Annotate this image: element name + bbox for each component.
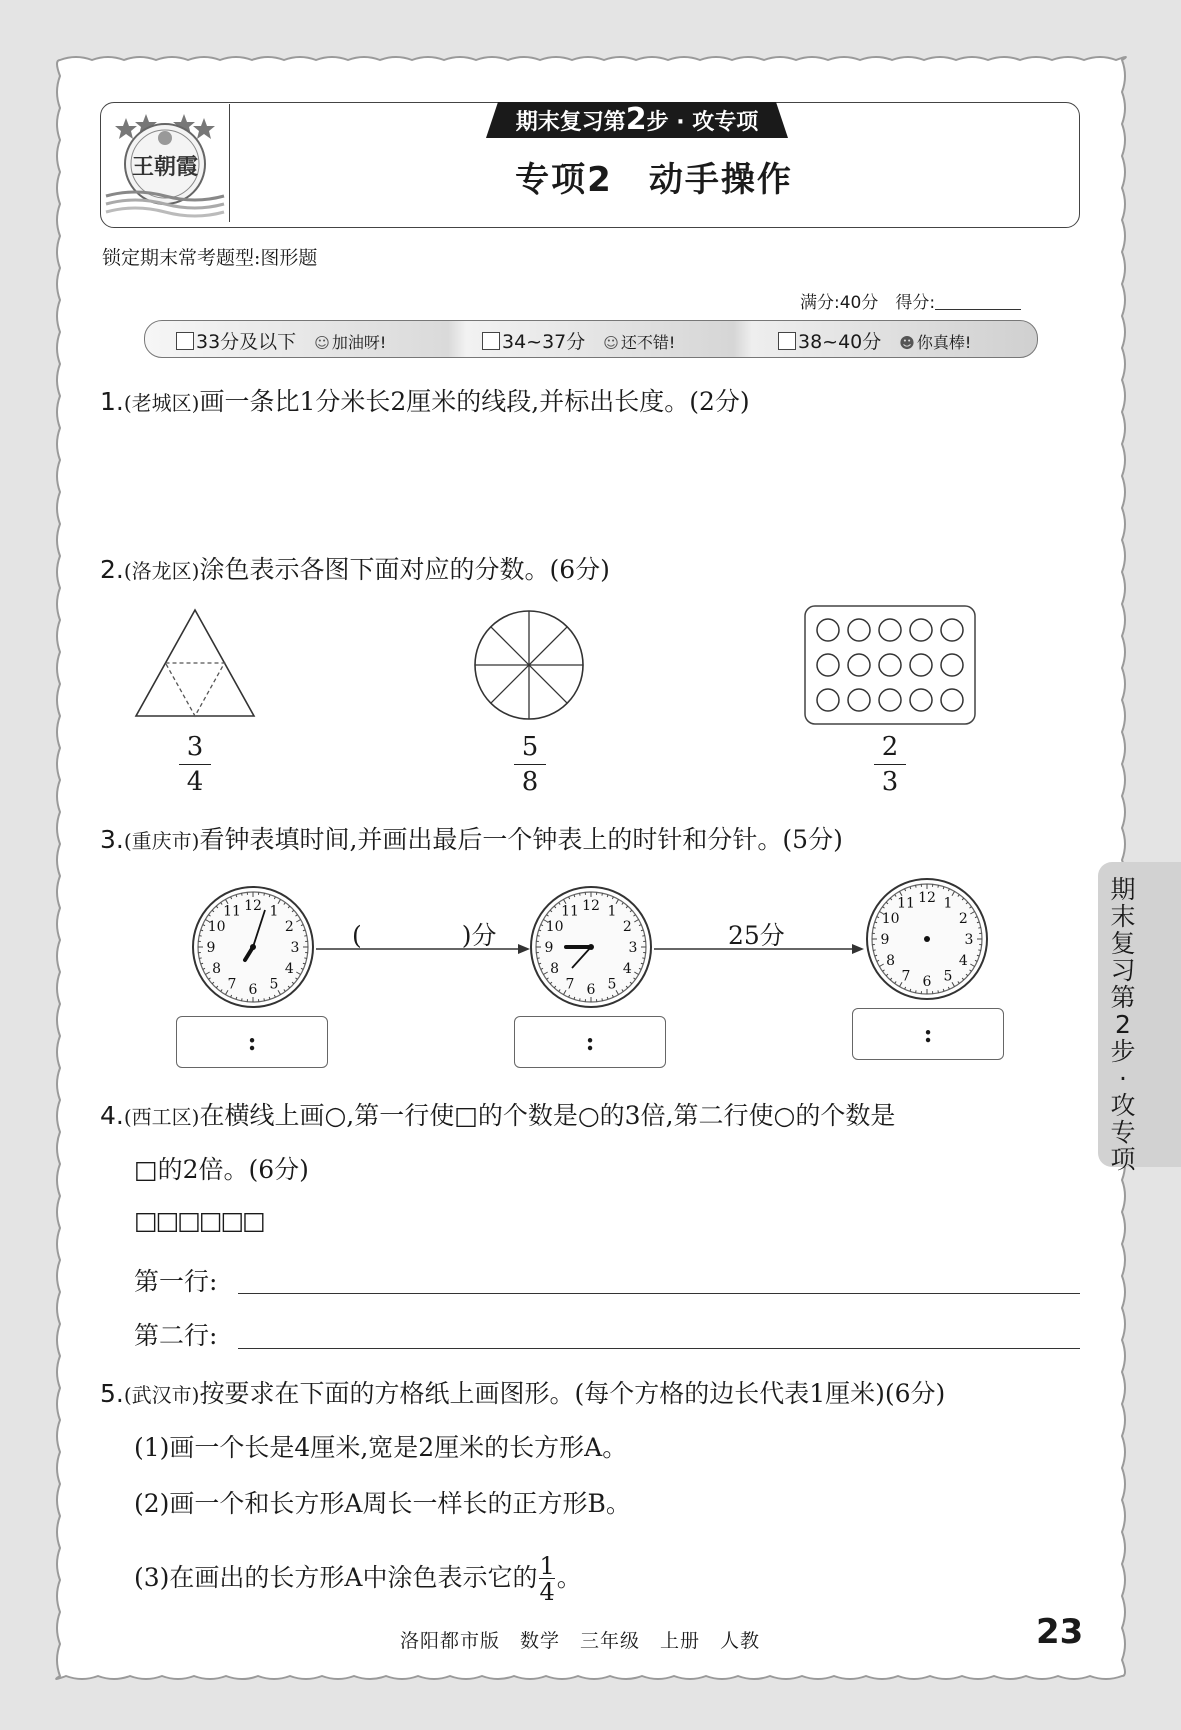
- dot-circle[interactable]: [848, 689, 870, 711]
- clock-number: 3: [290, 940, 300, 956]
- fraction-2-3: 2 3: [870, 732, 910, 797]
- clock-number: 9: [206, 940, 216, 956]
- dot-circle[interactable]: [848, 619, 870, 641]
- clock-number: 4: [622, 961, 632, 977]
- clock-number: 1: [943, 895, 953, 912]
- dot-circle[interactable]: [910, 689, 932, 711]
- rating-item: 38~40分 ☻ 你真棒!: [778, 327, 971, 354]
- rating-checkbox[interactable]: [176, 332, 194, 350]
- rating-checkbox[interactable]: [482, 332, 500, 350]
- row-2-label: 第二行:: [134, 1321, 218, 1350]
- logo-text: 王朝霞: [131, 154, 199, 180]
- question-1: 1.(老城区)画一条比1分米长2厘米的线段,并标出长度。(2分): [100, 387, 750, 416]
- side-tab-text: 期末复习第2步·攻专项: [1110, 875, 1136, 1174]
- clock-number: 11: [561, 903, 579, 920]
- clock-3[interactable]: [864, 876, 990, 1002]
- clock-number: 11: [223, 903, 241, 920]
- score-line: [800, 288, 1021, 313]
- clock-number: 1: [607, 903, 617, 920]
- time-box-2[interactable]: :: [514, 1016, 666, 1068]
- elapsed-25-label: 25分: [728, 921, 785, 950]
- page-number: 23: [1036, 1612, 1084, 1652]
- clock-number: 8: [550, 961, 560, 977]
- happy-face-icon: ☻: [899, 334, 915, 352]
- dot-circle[interactable]: [941, 689, 963, 711]
- clock-number: 4: [284, 961, 294, 977]
- clock-number: 12: [918, 890, 936, 906]
- page-title: 专项2 动手操作: [515, 160, 793, 200]
- clock-number: 10: [881, 911, 900, 927]
- score-blank[interactable]: [935, 293, 1021, 310]
- time-box-1[interactable]: :: [176, 1016, 328, 1068]
- time-box-3[interactable]: :: [852, 1008, 1004, 1060]
- topic-label: 锁定期末常考题型:图形题: [102, 247, 318, 269]
- dot-circle[interactable]: [879, 654, 901, 676]
- clock-number: 3: [964, 932, 974, 948]
- dots-figure[interactable]: [804, 605, 976, 725]
- clock-number: 10: [207, 919, 226, 935]
- clock-number: 9: [544, 940, 554, 956]
- clock-number: 8: [212, 961, 222, 977]
- elapsed-minutes-blank[interactable]: ( )分: [352, 921, 497, 950]
- clock-number: 9: [880, 932, 890, 948]
- dot-circle[interactable]: [817, 654, 839, 676]
- smile-face-icon: ☺: [603, 334, 619, 352]
- clock-number: 5: [943, 968, 953, 985]
- dot-circle[interactable]: [848, 654, 870, 676]
- brand-logo: [104, 104, 226, 222]
- dot-circle[interactable]: [941, 654, 963, 676]
- row-2-answer-line[interactable]: [238, 1348, 1080, 1349]
- step-banner: 期末复习第2步 · 攻专项: [515, 102, 759, 137]
- dot-circle[interactable]: [879, 689, 901, 711]
- cheer-face-icon: ☺: [314, 334, 330, 352]
- clock-number: 6: [248, 982, 258, 998]
- square-row: □□□□□□: [134, 1206, 264, 1235]
- clock-number: 4: [958, 953, 968, 969]
- row-1-answer-line[interactable]: [238, 1293, 1080, 1294]
- clock-number: 5: [607, 976, 617, 993]
- row-1-label: 第一行:: [134, 1267, 218, 1296]
- sub-question-1: (1)画一个长是4厘米,宽是2厘米的长方形A。: [134, 1433, 628, 1462]
- question-4: 4.(西工区)在横线上画○,第一行使□的个数是○的3倍,第二行使○的个数是: [100, 1101, 896, 1130]
- dot-circle[interactable]: [910, 619, 932, 641]
- clock-number: 12: [582, 898, 600, 914]
- rating-item: 33分及以下 ☺ 加油呀!: [176, 327, 386, 354]
- rating-checkbox[interactable]: [778, 332, 796, 350]
- dot-circle[interactable]: [817, 619, 839, 641]
- clock-number: 1: [269, 903, 279, 920]
- fraction-1-4: $\frac{1}{4}$: [539, 1552, 555, 1606]
- question-5: 5.(武汉市)按要求在下面的方格纸上画图形。(每个方格的边长代表1厘米)(6分): [100, 1379, 946, 1408]
- question-4-continued: □的2倍。(6分): [134, 1155, 309, 1184]
- score-label: 得分:: [895, 293, 936, 313]
- dot-circle[interactable]: [941, 619, 963, 641]
- clock-number: 6: [586, 982, 596, 998]
- sub-question-3: (3)在画出的长方形A中涂色表示它的 $\frac{1}{4}$ 。: [134, 1552, 582, 1606]
- fraction-5-8: 5 8: [510, 732, 550, 797]
- clock-number: 3: [628, 940, 638, 956]
- clock-number: 6: [922, 974, 932, 990]
- clock-number: 5: [269, 976, 279, 993]
- clock-number: 2: [284, 919, 294, 935]
- dot-circle[interactable]: [817, 689, 839, 711]
- triangle-figure[interactable]: [132, 604, 258, 720]
- clock-number: 7: [565, 976, 575, 993]
- clock-number: 7: [227, 976, 237, 993]
- clock-number: 7: [901, 968, 911, 985]
- question-2: 2.(洛龙区)涂色表示各图下面对应的分数。(6分): [100, 555, 610, 584]
- clock-number: 8: [886, 953, 896, 969]
- clock-1: [190, 884, 316, 1010]
- dot-circle[interactable]: [910, 654, 932, 676]
- clock-number: 2: [622, 919, 632, 935]
- full-score: 满分:40分: [800, 293, 879, 313]
- circle-figure[interactable]: [472, 608, 586, 722]
- rating-item: 34~37分 ☺ 还不错!: [482, 327, 675, 354]
- clock-number: 11: [897, 895, 915, 912]
- clock-number: 10: [545, 919, 564, 935]
- footer-info: 洛阳都市版 数学 三年级 上册 人教: [400, 1630, 761, 1652]
- clock-number: 12: [244, 898, 262, 914]
- dot-circle[interactable]: [879, 619, 901, 641]
- clock-number: 2: [958, 911, 968, 927]
- sub-question-2: (2)画一个和长方形A周长一样长的正方形B。: [134, 1489, 631, 1518]
- fraction-3-4: 3 4: [175, 732, 215, 797]
- question-3: 3.(重庆市)看钟表填时间,并画出最后一个钟表上的时针和分针。(5分): [100, 825, 843, 854]
- clock-2: [528, 884, 654, 1010]
